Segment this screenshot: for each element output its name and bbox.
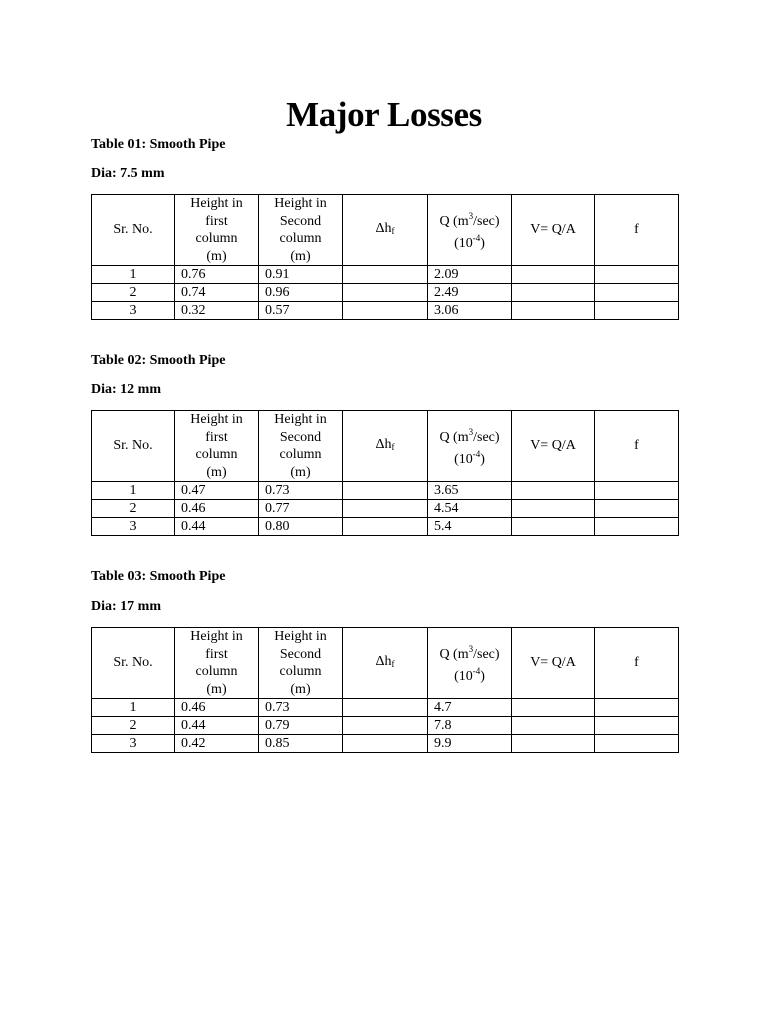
cell-height-first: 0.74 <box>175 284 259 302</box>
header-friction-factor: f <box>595 628 679 699</box>
data-table-2 <box>91 410 679 536</box>
cell-flow-rate: 3.06 <box>428 302 512 320</box>
table-caption-2: Table 02: Smooth Pipe <box>91 353 226 368</box>
cell-delta-hf <box>343 284 428 302</box>
cell-friction-factor <box>595 482 679 500</box>
cell-velocity <box>512 302 595 320</box>
header-delta-hf: $\Delta h_f$ <box>343 195 428 266</box>
cell-velocity <box>512 266 595 284</box>
table-row <box>92 266 679 284</box>
cell-height-second: 0.79 <box>259 717 343 735</box>
cell-friction-factor <box>595 266 679 284</box>
header-velocity: V= Q/A <box>512 195 595 266</box>
cell-flow-rate: 4.7 <box>428 699 512 717</box>
cell-delta-hf <box>343 518 428 536</box>
cell-height-first: 0.76 <box>175 266 259 284</box>
table-row <box>92 699 679 717</box>
cell-flow-rate: 7.8 <box>428 717 512 735</box>
cell-sr-no: 1 <box>92 699 175 717</box>
table-row <box>92 482 679 500</box>
cell-delta-hf <box>343 699 428 717</box>
cell-friction-factor <box>595 518 679 536</box>
cell-delta-hf <box>343 717 428 735</box>
cell-delta-hf <box>343 266 428 284</box>
cell-height-first: 0.44 <box>175 717 259 735</box>
header-height-second: Height in Second column (m) <box>259 628 343 699</box>
cell-flow-rate: 3.65 <box>428 482 512 500</box>
cell-height-second: 0.85 <box>259 735 343 753</box>
cell-height-first: 0.44 <box>175 518 259 536</box>
cell-height-first: 0.42 <box>175 735 259 753</box>
table-caption-1: Table 01: Smooth Pipe <box>91 137 226 152</box>
header-height-first: Height in first column (m) <box>175 628 259 699</box>
data-table-3 <box>91 627 679 753</box>
cell-delta-hf <box>343 735 428 753</box>
cell-height-first: 0.46 <box>175 500 259 518</box>
header-flow-rate: Q $(m^3/\sec)$ $(10^{-4})$ <box>428 411 512 482</box>
cell-sr-no: 3 <box>92 302 175 320</box>
header-delta-hf: $\Delta h_f$ <box>343 411 428 482</box>
cell-sr-no: 2 <box>92 717 175 735</box>
cell-delta-hf <box>343 500 428 518</box>
header-height-first: Height in first column (m) <box>175 411 259 482</box>
cell-height-second: 0.57 <box>259 302 343 320</box>
header-sr-no: Sr. No. <box>92 411 175 482</box>
header-height-second: Height in Second column (m) <box>259 411 343 482</box>
header-height-first: Height in first column (m) <box>175 195 259 266</box>
table-row <box>92 500 679 518</box>
cell-height-second: 0.73 <box>259 482 343 500</box>
cell-velocity <box>512 284 595 302</box>
cell-friction-factor <box>595 284 679 302</box>
cell-flow-rate: 4.54 <box>428 500 512 518</box>
table-row <box>92 302 679 320</box>
header-sr-no: Sr. No. <box>92 195 175 266</box>
cell-height-second: 0.80 <box>259 518 343 536</box>
cell-sr-no: 3 <box>92 518 175 536</box>
cell-height-first: 0.32 <box>175 302 259 320</box>
header-flow-rate: Q $(m^3/\sec)$ $(10^{-4})$ <box>428 195 512 266</box>
table-row <box>92 735 679 753</box>
cell-sr-no: 2 <box>92 500 175 518</box>
cell-friction-factor <box>595 735 679 753</box>
table-header-row <box>92 628 679 699</box>
cell-height-first: 0.47 <box>175 482 259 500</box>
cell-flow-rate: 2.49 <box>428 284 512 302</box>
cell-height-first: 0.46 <box>175 699 259 717</box>
page-title: Major Losses <box>286 95 482 134</box>
table-diameter-1: Dia: 7.5 mm <box>91 166 165 181</box>
cell-velocity <box>512 699 595 717</box>
cell-height-second: 0.73 <box>259 699 343 717</box>
table-row <box>92 284 679 302</box>
header-friction-factor: f <box>595 411 679 482</box>
table-header-row <box>92 411 679 482</box>
cell-velocity <box>512 735 595 753</box>
cell-sr-no: 1 <box>92 266 175 284</box>
cell-friction-factor <box>595 717 679 735</box>
cell-velocity <box>512 500 595 518</box>
cell-flow-rate: 5.4 <box>428 518 512 536</box>
cell-height-second: 0.91 <box>259 266 343 284</box>
cell-sr-no: 3 <box>92 735 175 753</box>
header-velocity: V= Q/A <box>512 628 595 699</box>
header-friction-factor: f <box>595 195 679 266</box>
cell-flow-rate: 2.09 <box>428 266 512 284</box>
cell-friction-factor <box>595 699 679 717</box>
table-diameter-3: Dia: 17 mm <box>91 599 161 614</box>
cell-height-second: 0.96 <box>259 284 343 302</box>
data-table-1 <box>91 194 679 320</box>
cell-delta-hf <box>343 302 428 320</box>
cell-friction-factor <box>595 302 679 320</box>
cell-sr-no: 1 <box>92 482 175 500</box>
table-caption-3: Table 03: Smooth Pipe <box>91 569 226 584</box>
table-row <box>92 717 679 735</box>
cell-velocity <box>512 717 595 735</box>
cell-friction-factor <box>595 500 679 518</box>
table-row <box>92 518 679 536</box>
header-delta-hf: $\Delta h_f$ <box>343 628 428 699</box>
header-height-second: Height in Second column (m) <box>259 195 343 266</box>
cell-height-second: 0.77 <box>259 500 343 518</box>
table-diameter-2: Dia: 12 mm <box>91 382 161 397</box>
cell-delta-hf <box>343 482 428 500</box>
header-sr-no: Sr. No. <box>92 628 175 699</box>
cell-sr-no: 2 <box>92 284 175 302</box>
header-flow-rate: Q $(m^3/\sec)$ $(10^{-4})$ <box>428 628 512 699</box>
table-header-row <box>92 195 679 266</box>
cell-velocity <box>512 482 595 500</box>
cell-flow-rate: 9.9 <box>428 735 512 753</box>
cell-velocity <box>512 518 595 536</box>
header-velocity: V= Q/A <box>512 411 595 482</box>
